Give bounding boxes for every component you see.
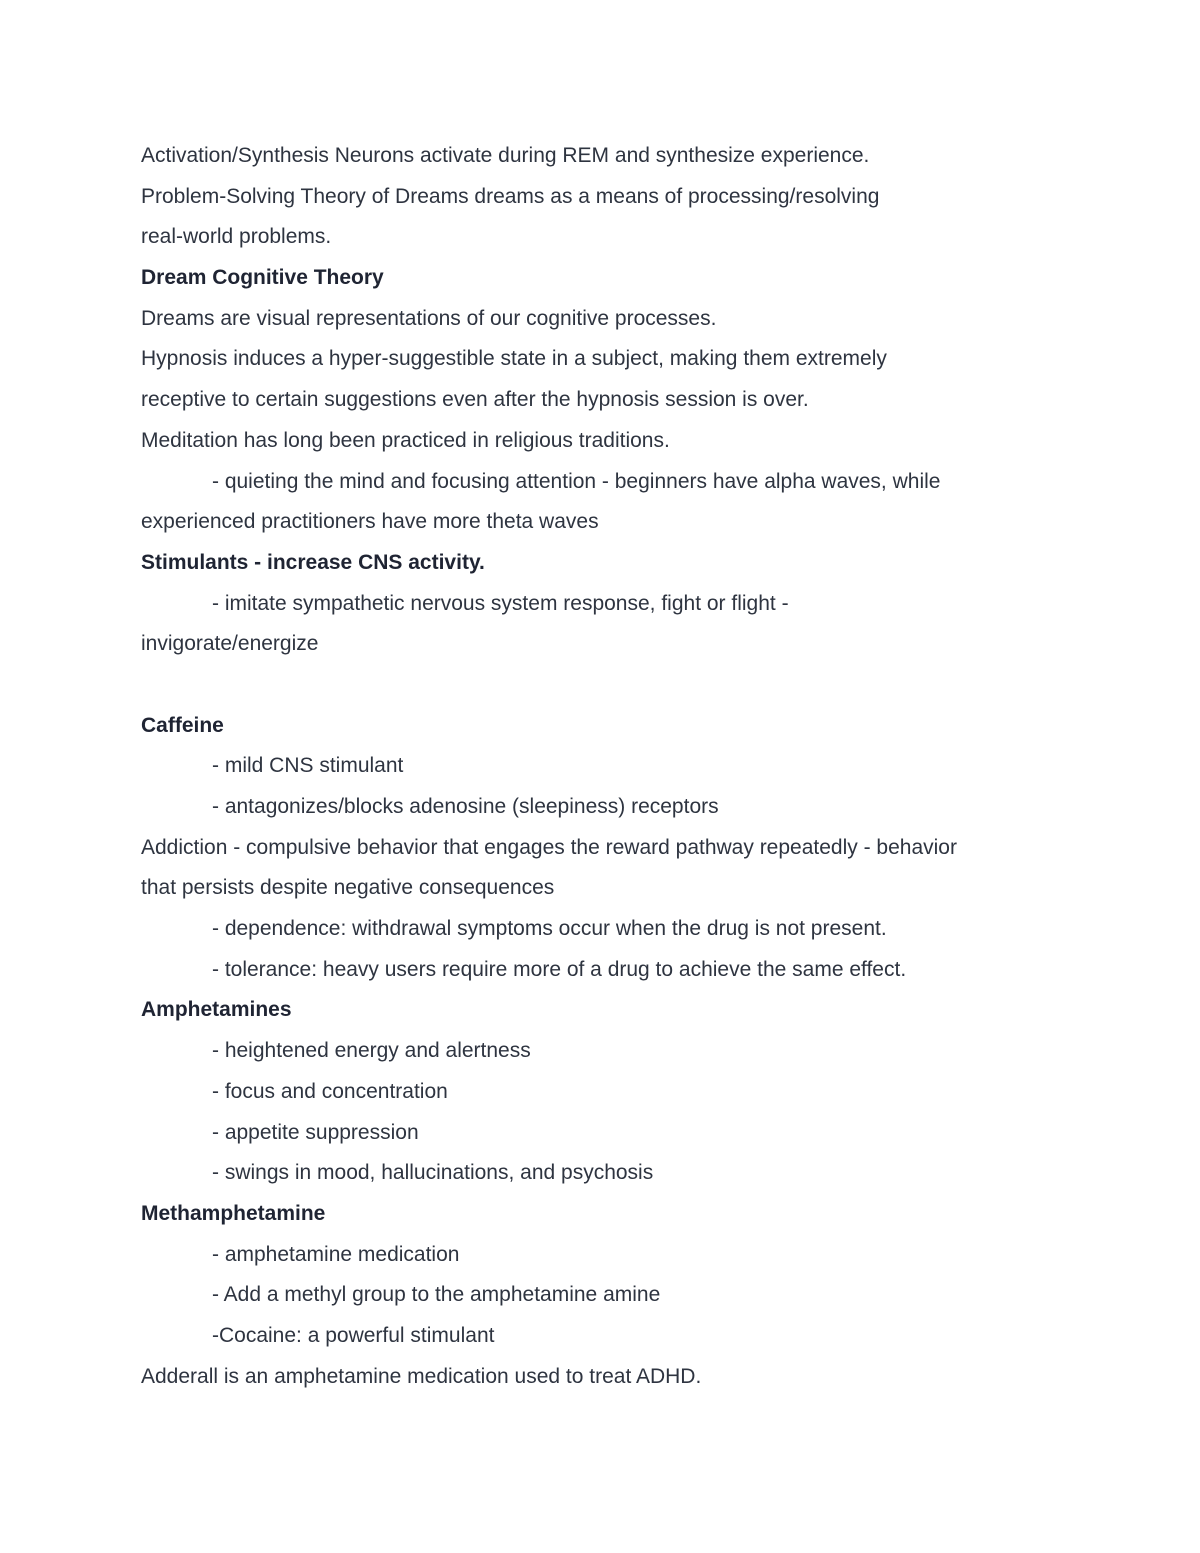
bullet-line: - amphetamine medication — [212, 1242, 460, 1266]
bullet-line: - imitate sympathetic nervous system response, fight or flight - — [212, 591, 789, 615]
section-heading: Methamphetamine — [141, 1201, 326, 1225]
bullet-line: - antagonizes/blocks adenosine (sleepiness) receptors — [212, 795, 719, 818]
bullet-line: - swings in mood, hallucinations, and psychosis — [212, 1161, 654, 1185]
bullet-line: - appetite suppression — [212, 1120, 419, 1144]
bullet-line: - tolerance: heavy users require more of a drug to achieve the same effect. — [212, 957, 907, 981]
text-line: Dreams are visual representations of our cognitive processes. — [141, 306, 717, 330]
text-line: Adderall is an amphetamine medication used to treat ADHD. — [141, 1364, 702, 1388]
bullet-line: - quieting the mind and focusing attention - beginners have alpha waves, while — [212, 469, 941, 493]
bullet-line: - Add a methyl group to the amphetamine amine — [212, 1283, 661, 1307]
section-heading: Caffeine — [141, 713, 224, 737]
text-line: real-world problems. — [141, 225, 332, 249]
text-line: invigorate/energize — [141, 632, 319, 656]
bullet-line: - mild CNS stimulant — [212, 754, 404, 778]
document-page — [141, 136, 1071, 1397]
text-line: receptive to certain suggestions even after the hypnosis session is over. — [141, 388, 809, 412]
text-line: Problem-Solving Theory of Dreams dreams as a means of processing/resolving — [141, 184, 880, 208]
blank-line — [141, 665, 1071, 706]
text-line: Meditation has long been practiced in religious traditions. — [141, 428, 670, 452]
section-heading: Dream Cognitive Theory — [141, 266, 384, 290]
section-heading: Amphetamines — [141, 998, 292, 1022]
text-line: Addiction - compulsive behavior that engages the reward pathway repeatedly - behavior — [141, 835, 957, 859]
bullet-line: - dependence: withdrawal symptoms occur when the drug is not present. — [212, 917, 887, 941]
bullet-line: - focus and concentration — [212, 1079, 448, 1103]
text-line: Activation/Synthesis Neurons activate during REM and synthesize experience. — [141, 144, 870, 167]
text-line: that persists despite negative consequences — [141, 876, 555, 900]
bullet-line: - heightened energy and alertness — [212, 1039, 531, 1063]
text-line: Hypnosis induces a hyper-suggestible state in a subject, making them extremely — [141, 347, 887, 371]
text-line: experienced practitioners have more theta waves — [141, 510, 599, 534]
section-heading: Stimulants - increase CNS activity. — [141, 550, 485, 574]
bullet-line: -Cocaine: a powerful stimulant — [212, 1323, 495, 1347]
